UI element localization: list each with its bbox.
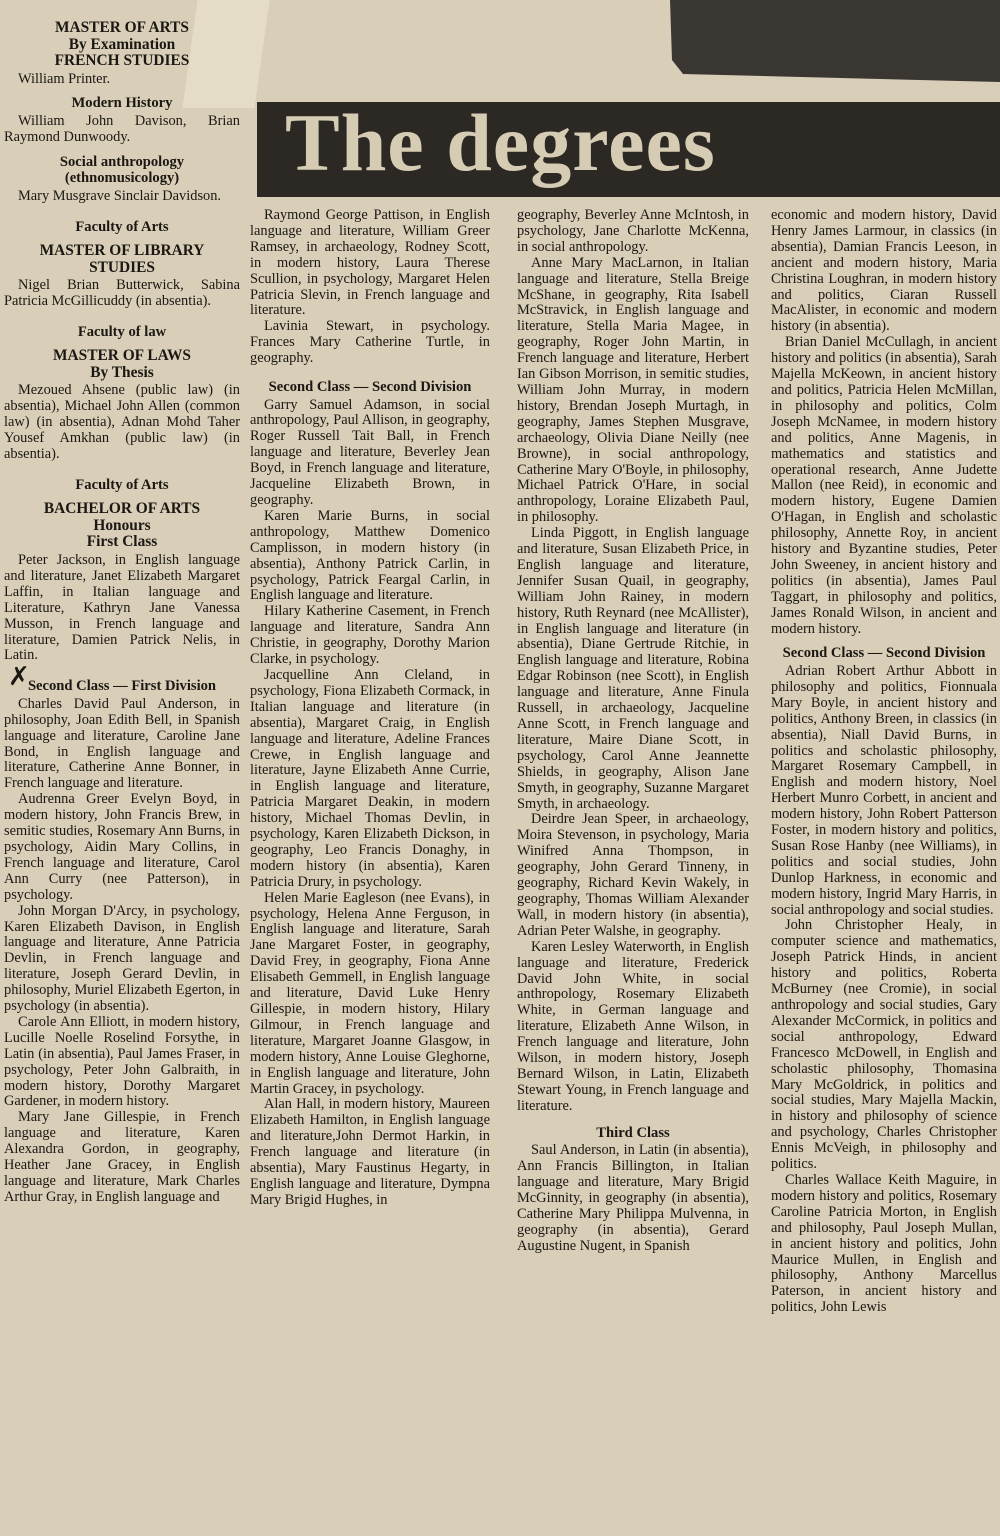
heading-modern-history: Modern History [71,95,173,112]
paragraph: Lavinia Stewart, in psychology. Frances Mary Catherine Turtle, in geography. [250,318,490,367]
paragraph: Raymond George Pattison, in English language and literature, William Greer Ramsey, in archaeology, Rodney Scott, in modern history, Laura Therese Scullion, in psychology, Margaret Helen Patricia Slevin, in French language and literature. [250,207,490,319]
headline-title: The degrees [285,97,716,188]
paragraph: Audrenna Greer Evelyn Boyd, in modern history, John Francis Brew, in semitic studies, Rosemary Ann Burns, in psychology, Aidin Mary Collins, in French language and literature, Carol Ann Curry (nee Patterson), in psychology. [4,791,240,903]
paragraph: Helen Marie Eagleson (nee Evans), in psychology, Helena Anne Ferguson, in English language and literature, Sarah Jane Margaret Foster, in geography, David Frey, in geography, Fiona Anne Elisabeth Gemmell, in English language and literature, David Luke Henry Gillespie, in modern history, Hilary Gilmour, in French language and literature, Margaret Joanne Glasgow, in modern history, Anne Louise Gleghorne, in English language and literature, John Martin Gracey, in psychology. [250,889,490,1097]
heading-third-class: Third Class [596,1124,670,1141]
heading-master-of-library-studies: MASTER OF LIBRARY STUDIES [39,242,205,276]
paragraph: Adrian Robert Arthur Abbott in philosophy and politics, Fionnuala Mary Boyle, in ancient history and politics, Anthony Breen, in classics (in absentia), Niall David Burns, in politics and scholastic philosophy, Margaret Rosemary Campbell, in English and modern history, Noel Herbert Munro Corbett, in ancient and modern history, John Robert Patterson Foster, in modern history and politics, Susan Rose Hanby (nee Williams), in politics and social studies, John Dunlop Harkness, in economic and modern history, Ingrid Mary Harris, in social anthropology and social studies. [771,662,997,918]
paragraph: Nigel Brian Butterwick, Sabina Patricia McGillicuddy (in absentia). [4,277,240,310]
paragraph: Linda Piggott, in English language and literature, Susan Elizabeth Price, in English language and literature, Jennifer Susan Quail, in geography, William John Rainey, in modern history, Ruth Reynard (nee McAllister), in English language and literature (in absentia), Diane Gertrude Ritchie, in English language and literature, Robina Edgar Robinson (nee Scott), in English language and literature, Anne Finula Russell, in archaeology, Jacqueline Anne Scott, in French language and literature, Maire Diane Scott, in psychology, Carol Anne Jeannette Shields, in geography, Alison Jane Smyth, in geography, Suzanne Margaret Smyth, in archaeology. [517,525,749,812]
paragraph: Mezoued Ahsene (public law) (in absentia), Michael John Allen (common law) (in absentia), Adnan Mohd Taher Yousef Amkhan (public law) (in absentia). [4,382,240,463]
paragraph: geography, Beverley Anne McIntosh, in psychology, Jane Charlotte McKenna, in social anthropology. [517,207,749,255]
paragraph: John Christopher Healy, in computer science and mathematics, Joseph Patrick Hinds, in ancient history and politics, Roberta McBurney (nee Cromie), in social anthropology and social studies, Gary Alexander McCormick, in politics and social anthropology, Edward Francesco McDowell, in English and scholastic philosophy, Thomasina Mary McGoldrick, in politics and social studies, Mary Majella Mackin, in history and philosophy of science and psychology, Charles Christopher Ennis McVeigh, in philosophy and politics. [771,917,997,1173]
column-3 [517,208,749,1534]
paragraph: Carole Ann Elliott, in modern history, Lucille Noelle Roselind Forsythe, in Latin (in absentia), Paul James Fraser, in psychology, Peter John Galbraith, in modern history, Dorothy Margaret Gardener, in modern history. [4,1013,240,1110]
heading-master-of-arts: MASTER OF ARTS By Examination FRENCH STUDIES [54,19,190,69]
heading-master-of-laws: MASTER OF LAWS By Thesis [53,347,191,381]
heading-second-class-second-division: Second Class — Second Division [268,379,472,396]
heading-faculty-of-arts: Faculty of Arts [75,476,169,493]
paragraph: Charles Wallace Keith Maguire, in modern history and politics, Rosemary Caroline Patricia Morton, in English and philosophy, Paul Joseph Mullan, in ancient history and politics, John Maurice Mullen, in English and philosophy, Anthony Marcellus Paterson, in ancient history and politics, John Lewis [771,1171,997,1316]
handwritten-cross-mark: ✗ [8,662,30,692]
paragraph: Alan Hall, in modern history, Maureen Elizabeth Hamilton, in English language and literature,John Dermot Harkin, in French language and literature (in absentia), Mary Faustinus Hegarty, in English language and literature, Dympna Mary Brigid Hughes, in [250,1096,490,1208]
paragraph: Anne Mary MacLarnon, in Italian language and literature, Stella Breige McShane, in geography, Rita Isabell McStravick, in English language and literature, Stella Maria Magee, in geography, Roger John Martin, in French language and literature, Herbert Ian Gibson Morrison, in semitic studies, William John Murray, in modern history, Brendan Joseph Murtagh, in geography, James Stephen Musgrave, archaeology, Olivia Diane Neilly (nee Browne), in social anthropology, Catherine Mary O'Boyle, in philosophy, Michael Patrick O'Hare, in social anthropology, Loraine Elizabeth Paul, in philosophy. [517,254,749,526]
column-4 [771,208,997,1534]
paragraph: Mary Musgrave Sinclair Davidson. [18,187,222,204]
heading-faculty-of-arts: Faculty of Arts [75,218,169,235]
paragraph: Deirdre Jean Speer, in archaeology, Moira Stevenson, in psychology, Maria Winifred Anna Thompson, in geography, John Gerard Tinneny, in geography, Richard Kevin Wakely, in geography, Thomas William Alexander Wall, in modern history (in absentia), Adrian Peter Walshe, in geography. [517,811,749,939]
column-2 [250,208,490,1534]
heading-bachelor-of-arts: BACHELOR OF ARTS Honours First Class [43,500,201,551]
paragraph: Brian Daniel McCullagh, in ancient history and politics (in absentia), Sarah Majella McKeown, in ancient history and politics, Patricia Helen McMillan, in philosophy and politics, Colm Joseph McNamee, in modern history and politics, Anne Magenis, in mathematics and statistics and operational research, Anne Judette Mallon (nee Reid), in economic and modern history, Eugene Damien O'Hagan, in English and scholastic philosophy, Annette Roy, in ancient history and Byzantine studies, Peter John Sweeney, in ancient history and politics (in absentia), James Paul Taggart, in philosophy and politics, James Ronald Wilson, in ancient and modern history. [771,334,997,637]
column-1 [4,16,240,1532]
paragraph: John Morgan D'Arcy, in psychology, Karen Elizabeth Davison, in English language and literature, Anne Patricia Devlin, in French language and literature, Joseph Gerard Devlin, in philosophy, Muriel Elizabeth Egerton, in psychology (in absentia). [4,902,240,1015]
paragraph: Peter Jackson, in English language and literature, Janet Elizabeth Margaret Laffin, in Italian language and Literature, Kathryn Jane Vanessa Musson, in French language and literature, Damien Patrick Nelis, in Latin. [4,551,240,664]
paragraph: Jacquelline Ann Cleland, in psychology, Fiona Elizabeth Cormack, in Italian language and literature (in absentia), Margaret Craig, in English language and literature, Adeline Frances Crewe, in English language and literature, Jayne Elizabeth Anne Currie, in English language and literature, Patricia Margaret Deakin, in modern history, Michael Thomas Devlin, in psychology, Karen Elizabeth Dickson, in geography, Leo Francis Donaghy, in modern history (in absentia), Karen Patricia Drury, in psychology. [250,666,490,890]
paragraph: Hilary Katherine Casement, in French language and literature, Sandra Ann Christie, in geography, Dorothy Marion Clarke, in psychology. [250,603,490,668]
paragraph: Saul Anderson, in Latin (in absentia), Ann Francis Billington, in Italian language and literature, Mary Brigid McGinnity, in geography (in absentia), Catherine Mary Philippa Mulvenna, in geography (in absentia), Gerard Augustine Nugent, in Spanish [517,1142,749,1254]
paragraph: Garry Samuel Adamson, in social anthropology, Paul Allison, in geography, Roger Russell Tait Ball, in French language and literature, Beverley Jean Boyd, in French language and literature, Jacqueline Elizabeth Brown, in geography. [250,396,490,508]
paragraph: economic and modern history, David Henry James Larmour, in classics (in absentia), Damian Francis Leeson, in ancient and modern history, Maria Christina Loughran, in modern history and politics, Ciaran Russell MacAlister, in economic and modern history (in absentia). [771,207,997,335]
paragraph: William Printer. [18,70,111,87]
headline-banner [257,97,1000,197]
paragraph: Karen Lesley Waterworth, in English language and literature, Frederick David John White, in social anthropology, Rosemary Elizabeth White, in German language and literature, Elizabeth Anne Wilson, in French language and literature, John Wilson, in modern history, Joseph Bernard Wilson, in Latin, Elizabeth Stewart Young, in French language and literature. [517,938,749,1114]
heading-faculty-of-law: Faculty of law [77,323,167,340]
paragraph: Charles David Paul Anderson, in philosophy, Joan Edith Bell, in Spanish language and literature, Caroline Jane Bond, in English language and literature, Catherine Anne Bonner, in French language and literature. [4,695,240,792]
paragraph: Karen Marie Burns, in social anthropology, Matthew Domenico Camplisson, in modern history (in absentia), Anthony Patrick Carlin, in psychology, Patrick Feargal Carlin, in English language and literature. [250,507,490,604]
paragraph: Mary Jane Gillespie, in French language and literature, Karen Alexandra Gordon, in geography, Heather Jane Gracey, in English language and literature, Mark Charles Arthur Gray, in English language and [4,1109,240,1205]
heading-second-class-second-division: Second Class — Second Division [782,645,986,662]
paragraph: William John Davison, Brian Raymond Dunwoody. [4,112,240,145]
heading-social-anthropology: Social anthropology (ethnomusicology) [59,153,185,187]
heading-second-class-first-division: Second Class — First Division [27,678,217,695]
